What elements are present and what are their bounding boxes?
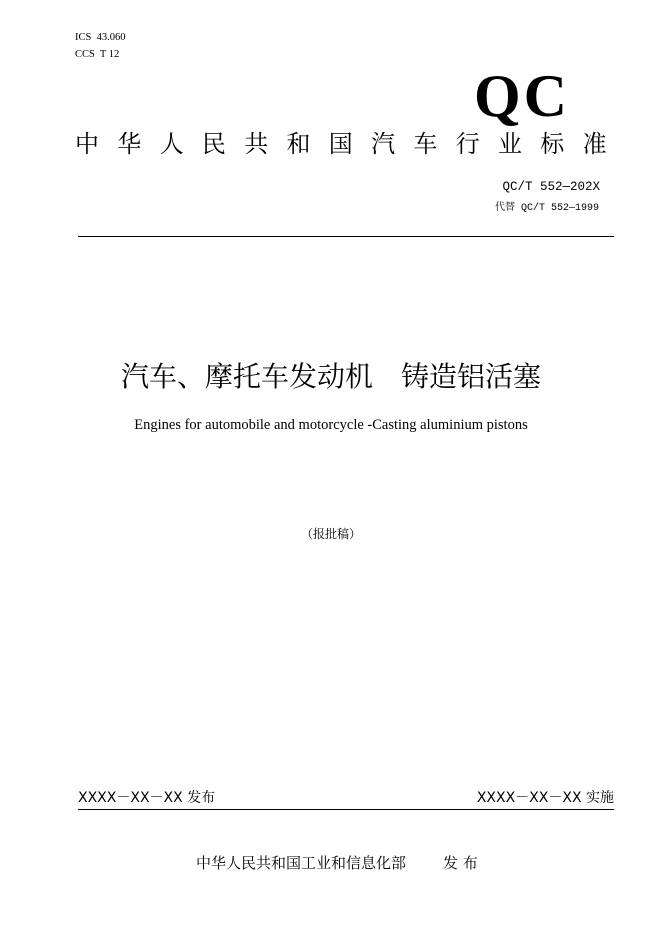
bottom-divider (78, 809, 614, 810)
standard-category-heading: 中华人民共和国汽车行业标准 (75, 130, 625, 158)
ccs-code: CCS T 12 (75, 49, 120, 60)
issuing-action: 发 布 (443, 854, 478, 872)
ics-code: ICS 43.060 (75, 32, 126, 43)
replaces-standard: 代替 QC/T 552—1999 (494, 203, 599, 214)
top-divider (78, 236, 614, 237)
implementation-date: XXXX－XX－XX 实施 (476, 790, 614, 806)
document-title-chinese: 汽车、摩托车发动机 铸造铝活塞 (120, 360, 541, 393)
qc-logo: QC (474, 63, 570, 129)
document-title-english: Engines for automobile and motorcycle -Casting aluminium pistons (134, 417, 528, 433)
draft-status: （报批稿） (300, 527, 361, 541)
issue-date: XXXX－XX－XX 发布 (78, 790, 216, 806)
issuing-authority: 中华人民共和国工业和信息化部 (196, 854, 407, 872)
standard-number: QC/T 552—202X (502, 180, 600, 194)
